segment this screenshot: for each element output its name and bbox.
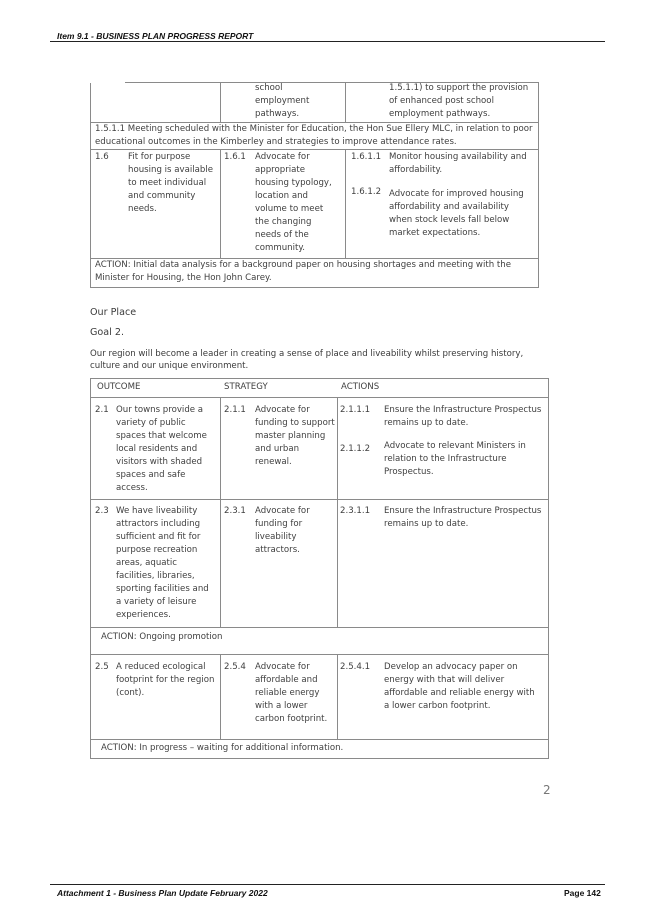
action-line: remains up to date. <box>384 519 469 529</box>
outcome-line: sufficient and fit for <box>116 532 201 542</box>
row-divider <box>90 739 549 740</box>
outcome-line: spaces that welcome <box>116 431 207 441</box>
action-line: Ensure the Infrastructure Prospectus <box>384 405 542 415</box>
action-note-line: Minister for Housing, the Hon John Carey. <box>95 273 272 283</box>
action-number: 1.6.1.1 <box>351 152 382 162</box>
action-line: Prospectus. <box>384 467 434 477</box>
outcome-line: (cont). <box>116 688 145 698</box>
action-line: relation to the Infrastructure <box>384 454 507 464</box>
action-line: affordable and reliable energy with <box>384 688 535 698</box>
outcome-line: A reduced ecological <box>116 662 206 672</box>
col-divider <box>337 499 338 627</box>
strategy-line: location and <box>255 191 308 201</box>
action-line: Ensure the Infrastructure Prospectus <box>384 506 542 516</box>
outcome-line: spaces and safe <box>116 470 186 480</box>
action-line: Monitor housing availability and <box>389 152 527 162</box>
strategy-line: carbon footprint. <box>255 714 328 724</box>
strategy-line: needs of the <box>255 230 309 240</box>
strategy-line: reliable energy <box>255 688 320 698</box>
outcome-line: footprint for the region <box>116 675 215 685</box>
outcome-line: housing is available <box>128 165 214 175</box>
action-note-line: ACTION: Initial data analysis for a background paper on housing shortages and meeting with the <box>95 260 511 270</box>
action-line: when stock levels fall below <box>389 215 510 225</box>
action-line: affordability. <box>389 165 443 175</box>
strategy-line: master planning <box>255 431 326 441</box>
col-divider <box>345 149 346 258</box>
header-actions: ACTIONS <box>341 382 380 392</box>
strategy-line: Advocate for <box>255 405 310 415</box>
outcome-line: and community <box>128 191 196 201</box>
col-divider <box>220 499 221 627</box>
outcome-line: We have liveability <box>116 506 198 516</box>
footer-attachment-title: Attachment 1 - Business Plan Update February 2022 <box>57 888 268 898</box>
outcome-line: sporting facilities and <box>116 584 209 594</box>
action-note-2-3: ACTION: Ongoing promotion <box>101 632 223 642</box>
strategy-line: funding for <box>255 519 303 529</box>
action-line: affordability and availability <box>389 202 509 212</box>
header-strategy: STRATEGY <box>224 382 268 392</box>
strategy-number: 2.3.1 <box>224 506 246 516</box>
footer-page-label: Page 142 <box>564 888 601 898</box>
outcome-number: 2.5 <box>95 662 109 672</box>
row-divider <box>90 627 549 628</box>
strategy-line: renewal. <box>255 457 292 467</box>
header-rule <box>50 41 605 42</box>
action-number: 1.6.1.2 <box>351 187 382 197</box>
action-note-2-5: ACTION: In progress – waiting for additional information. <box>101 743 344 753</box>
strategy-line: the changing <box>255 217 312 227</box>
row-divider <box>90 397 549 398</box>
action-line: a lower carbon footprint. <box>384 701 491 711</box>
action-number: 2.1.1.1 <box>340 405 371 415</box>
col-divider <box>345 82 346 122</box>
footer-rule <box>50 884 605 885</box>
header-outcome: OUTCOME <box>97 382 141 392</box>
outcome-line: needs. <box>128 204 157 214</box>
col-divider <box>220 397 221 499</box>
outcome-line: attractors including <box>116 519 201 529</box>
section-heading: Our Place <box>90 307 137 318</box>
note-1-5-line: educational outcomes in the Kimberley and strategies to improve attendance rates. <box>95 137 457 147</box>
goal-heading: Goal 2. <box>90 327 125 338</box>
action-line: energy with that will deliver <box>384 675 505 685</box>
outcome-line: experiences. <box>116 610 171 620</box>
strategy-line: housing typology, <box>255 178 332 188</box>
page-header-title: Item 9.1 - BUSINESS PLAN PROGRESS REPORT <box>57 31 254 41</box>
outcome-line: facilities, libraries, <box>116 571 195 581</box>
outcome-line: Our towns provide a <box>116 405 204 415</box>
goal-description-line: culture and our unique environment. <box>90 361 249 371</box>
strategy-cont-line: employment <box>255 96 310 106</box>
outcome-line: Fit for purpose <box>128 152 191 162</box>
action-line: Advocate to relevant Ministers in <box>384 441 526 451</box>
outcome-line: purpose recreation <box>116 545 198 555</box>
action-number: 2.1.1.2 <box>340 444 371 454</box>
strategy-number: 2.5.4 <box>224 662 246 672</box>
action-line: remains up to date. <box>384 418 469 428</box>
row-divider <box>90 654 549 655</box>
outcome-line: to meet individual <box>128 178 207 188</box>
outcome-number: 2.1 <box>95 405 109 415</box>
strategy-line: volume to meet <box>255 204 324 214</box>
strategy-line: Advocate for <box>255 662 310 672</box>
action-line: Advocate for improved housing <box>389 189 524 199</box>
strategy-cont-line: school <box>255 83 283 93</box>
col-divider <box>337 397 338 499</box>
outcome-line: visitors with shaded <box>116 457 203 467</box>
strategy-line: Advocate for <box>255 152 310 162</box>
strategy-line: and urban <box>255 444 300 454</box>
outcome-line: access. <box>116 483 148 493</box>
outcome-line: variety of public <box>116 418 186 428</box>
row-divider <box>90 499 549 500</box>
col-divider <box>220 654 221 739</box>
strategy-cont-line: pathways. <box>255 109 300 119</box>
outcome-number: 1.6 <box>95 152 109 162</box>
action-cont-line: 1.5.1.1) to support the provision <box>389 83 529 93</box>
action-number: 2.3.1.1 <box>340 506 371 516</box>
strategy-line: funding to support <box>255 418 335 428</box>
action-line: Develop an advocacy paper on <box>384 662 518 672</box>
table-goal1-top-edge <box>90 82 125 83</box>
strategy-number: 1.6.1 <box>224 152 246 162</box>
col-divider <box>220 149 221 258</box>
strategy-line: liveability <box>255 532 297 542</box>
strategy-line: community. <box>255 243 305 253</box>
note-1-5-line: 1.5.1.1 Meeting scheduled with the Minister for Education, the Hon Sue Ellery MLC, in relation to poor <box>95 124 533 134</box>
action-cont-line: of enhanced post school <box>389 96 494 106</box>
strategy-line: with a lower <box>255 701 308 711</box>
strategy-number: 2.1.1 <box>224 405 246 415</box>
goal-description-line: Our region will become a leader in creating a sense of place and liveability whilst preserving history, <box>90 349 524 359</box>
strategy-line: appropriate <box>255 165 306 175</box>
col-divider <box>337 654 338 739</box>
action-line: market expectations. <box>389 228 481 238</box>
strategy-line: affordable and <box>255 675 318 685</box>
page-number: 2 <box>543 783 551 797</box>
strategy-line: Advocate for <box>255 506 310 516</box>
strategy-line: attractors. <box>255 545 300 555</box>
action-cont-line: employment pathways. <box>389 109 491 119</box>
outcome-line: a variety of leisure <box>116 597 197 607</box>
outcome-number: 2.3 <box>95 506 109 516</box>
outcome-line: areas, aquatic <box>116 558 178 568</box>
col-divider <box>220 82 221 122</box>
outcome-line: local residents and <box>116 444 198 454</box>
action-number: 2.5.4.1 <box>340 662 371 672</box>
